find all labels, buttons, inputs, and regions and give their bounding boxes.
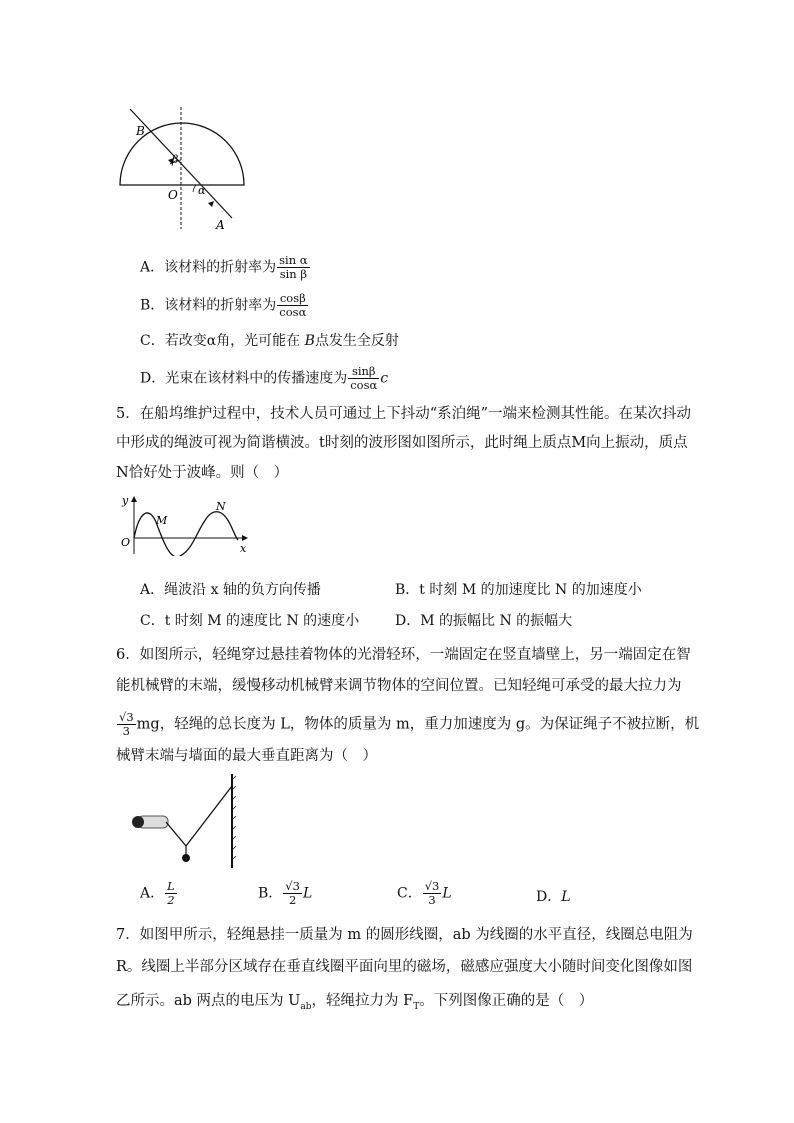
label-O: O	[168, 188, 178, 202]
q6-option-a: A． $\frac{L}{2}$	[140, 879, 175, 907]
wave-curve	[134, 512, 238, 556]
q4-option-a: A．该材料的折射率为 $\frac{\text{sin α}}{\text{sin β}}$	[140, 253, 308, 281]
q4-refraction-figure	[110, 105, 260, 235]
q4-option-d: D．光束在该材料中的传播速度为 $\frac{\sin\beta}{\cos\alpha}$ c	[140, 364, 389, 392]
q5-option-b: B．t 时刻 M 的加速度比 N 的加速度小	[395, 582, 642, 598]
angle-alpha-arc	[193, 185, 196, 192]
q5-option-d: D．M 的振幅比 N 的振幅大	[395, 613, 573, 629]
q5-text-line-2: 中形成的绳波可视为简谐横波。t时刻的波形图如图所示，此时绳上质点M向上振动，质点	[116, 435, 688, 451]
q7-text-line-3: 乙所示。ab 两点的电压为 $U_{ab}$，轻绳拉力为 $F_T$。下列图像正确的是（ ）	[116, 993, 594, 1012]
hanging-object	[182, 854, 190, 862]
x-axis-arrow	[242, 535, 248, 541]
q5-text-line-1: 5．在船坞维护过程中，技术人员可通过上下抖动“系泊绳”一端来检测其性能。在某次抖动	[116, 406, 692, 422]
q6-text-line-4: 械臂末端与墙面的最大垂直距离为（ ）	[116, 748, 377, 764]
q5-option-a: A．绳波沿 x 轴的负方向传播	[140, 582, 321, 598]
q5-wave-figure	[118, 494, 253, 556]
q6-option-d: D．L	[536, 889, 571, 905]
q6-rope-figure	[126, 772, 238, 870]
label-alpha: α	[198, 184, 206, 197]
robot-arm-joint	[132, 816, 144, 828]
label-x: x	[240, 542, 247, 555]
q7-text-line-2: R。线圈上半部分区域存在垂直线圈平面向里的磁场，磁感应强度大小随时间变化图像如图	[116, 959, 693, 975]
rope-left	[166, 822, 186, 846]
ray-arrow-lower	[208, 201, 214, 207]
label-A: A	[216, 218, 225, 232]
y-axis-arrow	[131, 496, 137, 502]
q5-text-line-3: N恰好处于波峰。则（ ）	[116, 465, 289, 481]
label-y: y	[122, 494, 129, 507]
q4-option-b: B．该材料的折射率为 $\frac{\cos\beta}{\cos\alpha}$	[140, 291, 307, 319]
q6-text-line-2: 能机械臂的末端，缓慢移动机械臂来调节物体的空间位置。已知轻绳可承受的最大拉力为	[116, 678, 682, 694]
q6-text-line-1: 6．如图所示，轻绳穿过悬挂着物体的光滑轻环，一端固定在竖直墙壁上，另一端固定在智	[116, 647, 691, 663]
q6-text-line-3: $\frac{√3}{3}$ mg，轻绳的总长度为 L，物体的质量为 m，重力加速度为 g。为保证绳子不被拉断，机	[119, 710, 700, 738]
label-B: B	[136, 124, 145, 138]
q6-option-b: B． $\frac{√3}{2}$ L	[258, 879, 313, 907]
label-O: O	[121, 536, 131, 549]
q4-option-c: C．若改变α角，光可能在 B点发生全反射	[140, 333, 399, 349]
label-beta: β	[172, 153, 179, 166]
q7-text-line-1: 7．如图甲所示，轻绳悬挂一质量为 m 的圆形线圈，ab 为线圈的水平直径，线圈总电阻为	[116, 927, 693, 943]
q6-option-c: C． $\frac{√3}{3}$ L	[397, 879, 452, 907]
label-M: M	[156, 514, 168, 527]
q5-option-c: C．t 时刻 M 的速度比 N 的速度小	[140, 613, 360, 629]
light-ray	[130, 109, 232, 218]
label-N: N	[216, 500, 226, 513]
rope-right	[186, 786, 232, 846]
